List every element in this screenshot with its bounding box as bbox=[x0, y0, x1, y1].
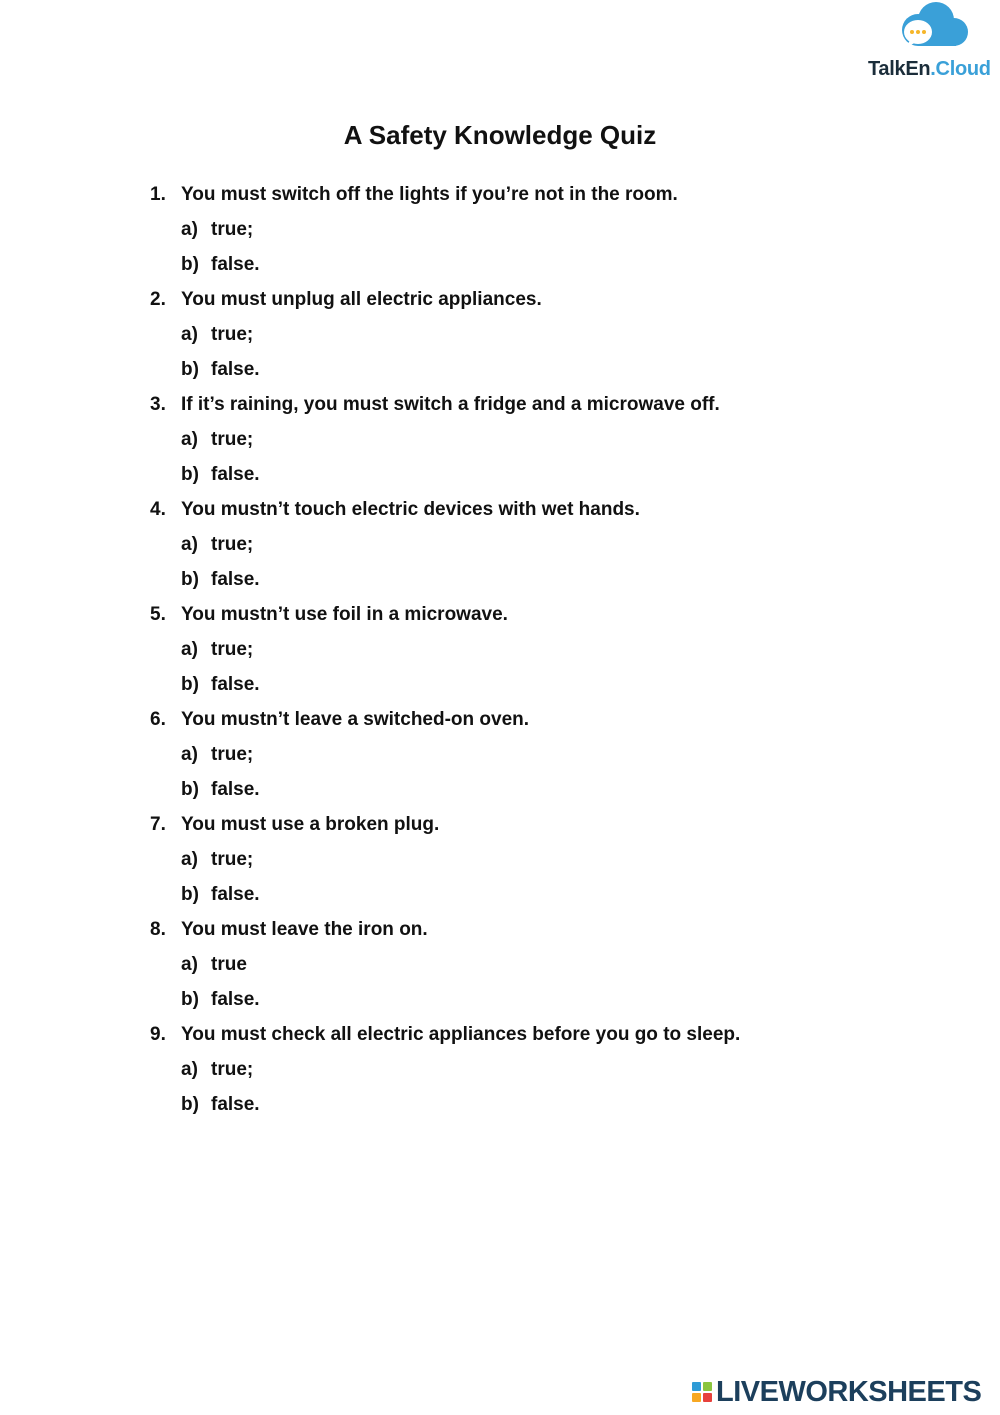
option-text: false. bbox=[211, 254, 260, 275]
chat-cloud-icon bbox=[896, 0, 970, 54]
question-text: You mustn’t touch electric devices with wet hands. bbox=[181, 499, 640, 520]
answer-option[interactable] bbox=[150, 530, 910, 565]
option-text: true; bbox=[211, 849, 254, 870]
question-line bbox=[150, 390, 910, 425]
question-number: 8. bbox=[150, 919, 166, 940]
answer-option[interactable] bbox=[150, 1090, 910, 1125]
question-item bbox=[150, 495, 910, 600]
question-line bbox=[150, 705, 910, 740]
option-text: false. bbox=[211, 674, 260, 695]
option-letter: b) bbox=[181, 1094, 199, 1115]
option-letter: b) bbox=[181, 989, 199, 1010]
liveworksheets-logo bbox=[692, 1375, 981, 1409]
logo-square-red bbox=[703, 1393, 712, 1402]
option-letter: b) bbox=[181, 779, 199, 800]
question-line bbox=[150, 810, 910, 845]
option-text: true bbox=[211, 954, 247, 975]
question-number: 9. bbox=[150, 1024, 166, 1045]
option-text: true; bbox=[211, 639, 254, 660]
answer-option[interactable] bbox=[150, 880, 910, 915]
question-line bbox=[150, 1020, 910, 1055]
option-letter: a) bbox=[181, 534, 198, 555]
option-letter: a) bbox=[181, 744, 198, 765]
question-text: You must unplug all electric appliances. bbox=[181, 289, 542, 310]
answer-option[interactable] bbox=[150, 635, 910, 670]
answer-option[interactable] bbox=[150, 250, 910, 285]
question-item bbox=[150, 600, 910, 705]
answer-option[interactable] bbox=[150, 1055, 910, 1090]
option-text: false. bbox=[211, 464, 260, 485]
option-letter: b) bbox=[181, 254, 199, 275]
option-letter: a) bbox=[181, 849, 198, 870]
question-item bbox=[150, 285, 910, 390]
question-number: 4. bbox=[150, 499, 166, 520]
page-title: A Safety Knowledge Quiz bbox=[343, 120, 657, 150]
option-text: true; bbox=[211, 744, 254, 765]
question-text: If it’s raining, you must switch a fridge and a microwave off. bbox=[181, 394, 720, 415]
logo-square-blue bbox=[692, 1382, 701, 1391]
option-text: false. bbox=[211, 359, 260, 380]
option-text: true; bbox=[211, 219, 254, 240]
answer-option[interactable] bbox=[150, 460, 910, 495]
question-number: 1. bbox=[150, 184, 166, 205]
question-text: You must check all electric appliances before you go to sleep. bbox=[181, 1024, 741, 1045]
answer-option[interactable] bbox=[150, 320, 910, 355]
answer-option[interactable] bbox=[150, 845, 910, 880]
option-letter: a) bbox=[181, 954, 198, 975]
option-text: false. bbox=[211, 884, 260, 905]
question-text: You must switch off the lights if you’re not in the room. bbox=[181, 184, 678, 205]
question-number: 5. bbox=[150, 604, 166, 625]
question-number: 2. bbox=[150, 289, 166, 310]
question-item bbox=[150, 915, 910, 1020]
answer-option[interactable] bbox=[150, 985, 910, 1020]
liveworksheets-logo-icon bbox=[692, 1382, 712, 1402]
question-line bbox=[150, 495, 910, 530]
talken-cloud-logo bbox=[866, 0, 1000, 84]
question-item bbox=[150, 705, 910, 810]
option-text: true; bbox=[211, 1059, 254, 1080]
option-text: false. bbox=[211, 569, 260, 590]
answer-option[interactable] bbox=[150, 775, 910, 810]
option-letter: b) bbox=[181, 359, 199, 380]
question-number: 7. bbox=[150, 814, 166, 835]
option-letter: a) bbox=[181, 639, 198, 660]
option-text: true; bbox=[211, 429, 254, 450]
question-number: 3. bbox=[150, 394, 166, 415]
answer-option[interactable] bbox=[150, 740, 910, 775]
question-text: You mustn’t use foil in a microwave. bbox=[181, 604, 508, 625]
option-letter: a) bbox=[181, 324, 198, 345]
question-list bbox=[150, 180, 910, 1125]
logo-square-orange bbox=[692, 1393, 701, 1402]
question-text: You must use a broken plug. bbox=[181, 814, 440, 835]
question-text: You must leave the iron on. bbox=[181, 919, 428, 940]
answer-option[interactable] bbox=[150, 355, 910, 390]
option-text: true; bbox=[211, 534, 254, 555]
question-line bbox=[150, 915, 910, 950]
answer-option[interactable] bbox=[150, 565, 910, 600]
option-letter: b) bbox=[181, 569, 199, 590]
answer-option[interactable] bbox=[150, 425, 910, 460]
option-text: false. bbox=[211, 779, 260, 800]
option-letter: a) bbox=[181, 1059, 198, 1080]
question-item bbox=[150, 390, 910, 495]
option-letter: a) bbox=[181, 219, 198, 240]
option-letter: a) bbox=[181, 429, 198, 450]
question-item bbox=[150, 180, 910, 285]
answer-option[interactable] bbox=[150, 950, 910, 985]
question-line bbox=[150, 600, 910, 635]
question-item bbox=[150, 1020, 910, 1125]
footer-brand: LIVEWORKSHEETS bbox=[716, 1375, 982, 1408]
answer-option[interactable] bbox=[150, 215, 910, 250]
option-text: false. bbox=[211, 1094, 260, 1115]
answer-option[interactable] bbox=[150, 670, 910, 705]
logo-square-green bbox=[703, 1382, 712, 1391]
option-letter: b) bbox=[181, 884, 199, 905]
option-letter: b) bbox=[181, 464, 199, 485]
question-number: 6. bbox=[150, 709, 166, 730]
option-letter: b) bbox=[181, 674, 199, 695]
question-item bbox=[150, 810, 910, 915]
question-line bbox=[150, 285, 910, 320]
option-text: true; bbox=[211, 324, 254, 345]
brand-name: TalkEn.Cloud bbox=[868, 58, 991, 80]
question-text: You mustn’t leave a switched-on oven. bbox=[181, 709, 530, 730]
option-text: false. bbox=[211, 989, 260, 1010]
question-line bbox=[150, 180, 910, 215]
